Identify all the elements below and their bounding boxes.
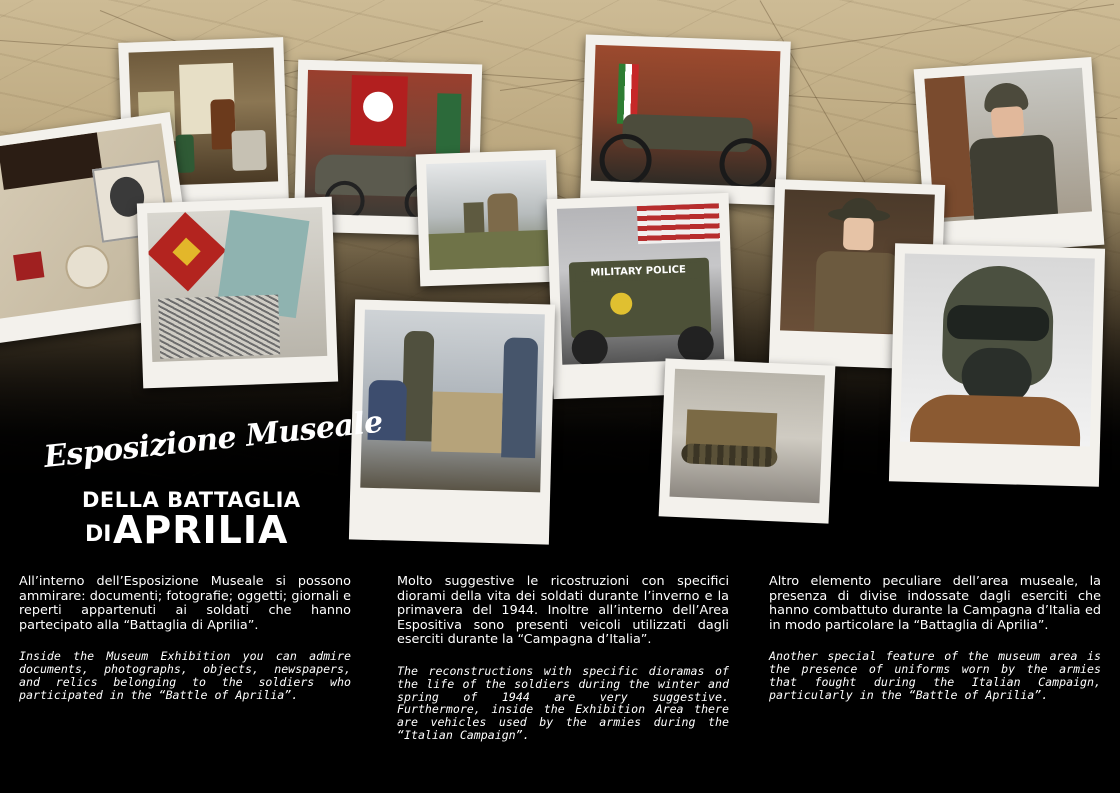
script-title: Esposizione Museale [42, 404, 385, 475]
english-text: Another special feature of the museum area is the presence of uniforms worn by the armies that fought during the Italian Campaign, particularly in the “Battle of Aprilia”. [769, 649, 1101, 702]
italian-text: Molto suggestive le ricostruzioni con specifici diorami della vita dei soldati durante l’inverno e la primavera del 1944. Inoltre all’interno dell’Area Espositiva sono presenti veicoli utilizzati dagli eserciti durante la “Campagna d’Italia”. [397, 574, 729, 648]
italian-text: Altro elemento peculiare dell’area museale, la presenza di divise indossate dagli eserciti che hanno combattuto durante la Campagna d’Italia ed in modo particolare la “Battaglia di Aprilia”. [769, 574, 1101, 633]
text-column-3 [769, 575, 1101, 702]
title-line1: DELLA BATTAGLIA [82, 488, 301, 512]
title-di: DI [85, 522, 112, 547]
jeep-sign: MILITARY POLICE [575, 262, 701, 282]
english-text: The reconstructions with specific dioramas of the life of the soldiers during the winter and spring of 1944 are very suggestive. Furthermore, inside the Exhibition Area there are vehicles used by the armies during the “Italian Campaign”. [397, 663, 729, 742]
photo-patch [137, 197, 338, 389]
photo-pilot [889, 243, 1105, 486]
title-aprilia: APRILIA [113, 508, 289, 552]
title-block [40, 404, 385, 565]
photo-motorcycle [580, 34, 791, 205]
text-column-2 [397, 575, 729, 742]
photo-diorama [416, 150, 561, 287]
english-text: Inside the Museum Exhibition you can admire documents, photographs, objects, newspapers, and relics belonging to the soldiers who participated in the “Battle of Aprilia”. [19, 649, 351, 702]
text-column-1 [19, 575, 351, 702]
italian-text: All’interno dell’Esposizione Museale si possono ammirare: documenti; fotografie; oggetti; giornali e reperti appartenuti ai soldati che hanno partecipato alla “Battaglia di Aprilia”. [19, 574, 351, 633]
photo-halftrack [659, 358, 836, 523]
